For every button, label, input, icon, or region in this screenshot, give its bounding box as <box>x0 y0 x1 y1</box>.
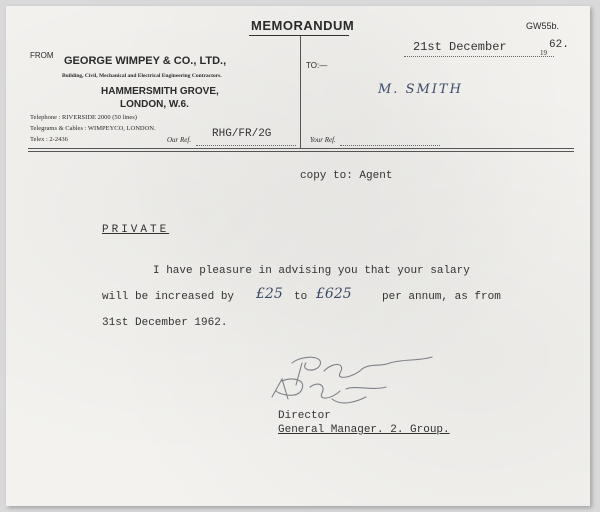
address-line-2: LONDON, W.6. <box>120 99 189 110</box>
company-name: GEORGE WIMPEY & CO., LTD., <box>64 55 227 67</box>
from-label: FROM <box>30 51 54 60</box>
date-line <box>404 56 554 57</box>
private-heading: PRIVATE <box>102 224 170 236</box>
body-line-2a: will be increased by <box>102 291 235 303</box>
company-description: Building, Civil, Mechanical and Electrical Engineering Contractors. <box>62 73 222 79</box>
header-rule-top <box>28 148 574 149</box>
body-line-3: 31st December 1962. <box>102 317 228 329</box>
our-ref-line <box>196 145 296 146</box>
address-line-1: HAMMERSMITH GROVE, <box>101 86 219 97</box>
telegrams: Telegrams & Cables : WIMPEYCO, LONDON. <box>30 125 156 132</box>
date-year: 62. <box>549 39 569 51</box>
to-label: TO:— <box>306 61 328 70</box>
body-line-2b: to <box>294 291 308 303</box>
header-divider <box>300 36 301 148</box>
our-ref-value: RHG/FR/2G <box>212 128 272 140</box>
telex: Telex : 2-2436 <box>30 136 68 143</box>
body-line-1: I have pleasure in advising you that your salary <box>153 265 470 277</box>
date-century: 19 <box>540 49 547 57</box>
memo-title: MEMORANDUM <box>251 18 355 33</box>
header-rule-bottom <box>28 151 574 152</box>
your-ref-label: Your Ref. <box>310 136 336 144</box>
telephone: Telephone : RIVERSIDE 2000 (50 lines) <box>30 114 137 121</box>
to-value: M. SMITH <box>378 82 463 97</box>
signatory-position: General Manager. 2. Group. <box>278 424 450 436</box>
signatory-title: Director <box>278 410 331 422</box>
amount-new-salary: £625 <box>316 286 352 302</box>
handwritten-signature <box>262 351 442 413</box>
copy-to: copy to: Agent <box>300 170 393 182</box>
body-line-2c: per annum, as from <box>382 291 501 303</box>
title-underline <box>249 35 349 36</box>
form-code: GW55b. <box>526 21 560 31</box>
your-ref-line <box>340 145 440 146</box>
our-ref-label: Our Ref. <box>167 136 192 144</box>
memo-sheet <box>6 6 590 506</box>
amount-increase: £25 <box>256 286 283 302</box>
date-typed: 21st December <box>413 40 507 54</box>
